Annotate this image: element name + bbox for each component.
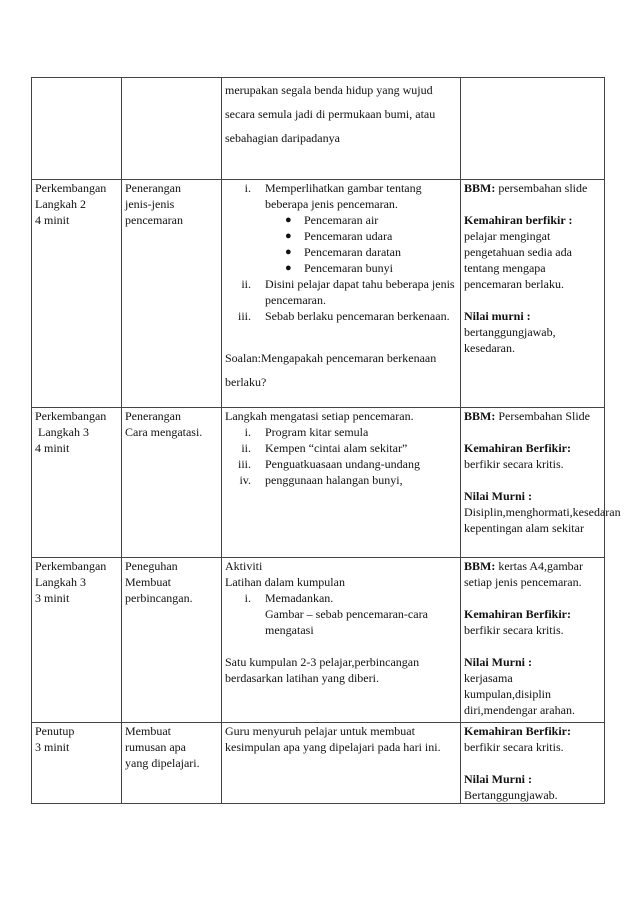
content-line: Penerangan: [125, 181, 181, 195]
stage-cell: [32, 78, 122, 180]
content-line: Membuat: [125, 724, 171, 738]
list-item: [283, 260, 457, 276]
skill-label: Kemahiran Berfikir:: [464, 724, 571, 738]
skill-text: pelajar mengingat pengetahuan sedia ada tentang mengapa pencemaran berlaku.: [464, 229, 572, 291]
list-item: [283, 212, 457, 228]
stage-phase: Perkembangan: [35, 559, 107, 573]
bbm-note: [464, 408, 601, 424]
values-label: Nilai Murni :: [464, 772, 532, 786]
notes-cell: [461, 723, 605, 804]
values-note: [464, 771, 601, 787]
bbm-text: persembahan slide: [495, 181, 588, 195]
bbm-text: kertas A4,gambar setiap jenis pencemaran.: [464, 559, 583, 589]
stage-time: 4 minit: [35, 213, 70, 227]
content-cell: [122, 408, 222, 558]
list-item: [225, 276, 457, 308]
bbm-label: BBM:: [464, 559, 496, 573]
skill-text: berfikir secara kritis.: [464, 457, 564, 471]
skill-note: [464, 440, 601, 456]
steps-list: [225, 424, 457, 488]
step-text: Penguatkuasaan undang-undang: [265, 457, 420, 471]
step-number: i.: [244, 425, 251, 439]
content-line: pencemaran: [125, 213, 183, 227]
notes-cell: [461, 558, 605, 723]
content-line: Penerangan: [125, 409, 181, 423]
stage-cell: [32, 723, 122, 804]
activity-heading: Langkah mengatasi setiap pencemaran.: [225, 409, 414, 423]
lesson-plan-table: [31, 77, 621, 804]
table-row: [32, 558, 605, 723]
stage-cell: [32, 558, 122, 723]
step-text: Memadankan.: [265, 591, 334, 605]
values-note: [464, 488, 601, 504]
activity-cell: [222, 408, 461, 558]
bbm-note: [464, 558, 601, 590]
activity-cell: [222, 723, 461, 804]
step-text: Kempen “cintai alam sekitar”: [265, 441, 408, 455]
step-number: iii.: [237, 309, 251, 323]
list-item: [225, 308, 457, 324]
skill-text: berfikir secara kritis.: [464, 740, 564, 754]
activity-line: Aktiviti: [225, 559, 263, 573]
stage-phase: Perkembangan: [35, 409, 107, 423]
bullet-icon: ●: [285, 246, 292, 258]
step-text: Disini pelajar dapat tahu beberapa jenis pencemaran.: [265, 277, 455, 307]
skill-note: [464, 723, 601, 739]
table-row: [32, 78, 605, 180]
notes-cell: [461, 408, 621, 558]
question-line: Soalan:Mengapakah pencemaran berkenaan: [225, 351, 437, 365]
stage-step: Langkah 3: [35, 575, 86, 589]
list-item: [283, 228, 457, 244]
values-text: kerjasama kumpulan,disiplin diri,mendengar arahan.: [464, 671, 575, 717]
skill-text: berfikir secara kritis.: [464, 623, 564, 637]
bbm-label: BBM:: [464, 409, 496, 423]
activity-cell: [222, 78, 461, 180]
bullet-icon: ●: [285, 262, 292, 274]
content-line: yang dipelajari.: [125, 756, 200, 770]
question-line: berlaku?: [225, 375, 267, 389]
list-item: [225, 180, 457, 212]
content-line: perbincangan.: [125, 591, 193, 605]
content-cell: [122, 558, 222, 723]
list-item: [225, 424, 457, 440]
list-item: [225, 590, 457, 638]
bbm-label: BBM:: [464, 181, 496, 195]
values-note: [464, 308, 601, 324]
skill-label: Kemahiran Berfikir:: [464, 441, 571, 455]
table-row: [32, 180, 605, 408]
activity-cell: [222, 558, 461, 723]
bbm-note: [464, 180, 601, 196]
bullet-icon: ●: [285, 214, 292, 226]
bullet-icon: ●: [285, 230, 292, 242]
step-detail: Gambar – sebab pencemaran-cara mengatasi: [265, 607, 428, 637]
skill-label: Kemahiran berfikir :: [464, 213, 573, 227]
steps-list: [225, 590, 457, 638]
list-item: [283, 244, 457, 260]
content-cell: [122, 723, 222, 804]
content-line: Membuat: [125, 575, 171, 589]
content-line: Peneguhan: [125, 559, 178, 573]
stage-step: Langkah 3: [35, 425, 89, 439]
step-number: i.: [244, 181, 251, 195]
values-note: [464, 654, 601, 670]
notes-cell: [461, 78, 605, 180]
stage-cell: [32, 408, 122, 558]
skill-note: [464, 606, 601, 622]
content-cell: [122, 180, 222, 408]
activity-line: Latihan dalam kumpulan: [225, 575, 345, 589]
step-number: iii.: [237, 457, 251, 471]
skill-label: Kemahiran Berfikir:: [464, 607, 571, 621]
stage-time: 3 minit: [35, 591, 70, 605]
bullet-text: Pencemaran udara: [304, 229, 393, 243]
stage-phase: Penutup: [35, 724, 75, 738]
stage-cell: [32, 180, 122, 408]
content-line: jenis-jenis: [125, 197, 175, 211]
content-cell: [122, 78, 222, 180]
step-text: Program kitar semula: [265, 425, 369, 439]
skill-note: [464, 212, 601, 228]
values-label: Nilai murni :: [464, 309, 531, 323]
list-item: [225, 456, 457, 472]
content-line: rumusan apa: [125, 740, 186, 754]
values-label: Nilai Murni :: [464, 489, 532, 503]
step-number: iv.: [239, 473, 251, 487]
intro-line: secara semula jadi di permukaan bumi, atau: [225, 107, 436, 121]
step-number: i.: [244, 591, 251, 605]
activity-cell: [222, 180, 461, 408]
pollution-types-list: [225, 212, 457, 276]
step-text: Sebab berlaku pencemaran berkenaan.: [265, 309, 450, 323]
stage-step: Langkah 2: [35, 197, 86, 211]
values-text: Disiplin,menghormati,kesedaran kepentingan alam sekitar: [464, 505, 621, 535]
bullet-text: Pencemaran air: [304, 213, 379, 227]
stage-phase: Perkembangan: [35, 181, 107, 195]
stage-time: 4 minit: [35, 441, 70, 455]
stage-time: 3 minit: [35, 740, 70, 754]
activity-text: Guru menyuruh pelajar untuk membuat kesimpulan apa yang dipelajari pada hari ini.: [225, 724, 441, 754]
content-line: Cara mengatasi.: [125, 425, 203, 439]
step-number: ii.: [241, 277, 251, 291]
values-text: Bertanggungjawab.: [464, 788, 558, 802]
steps-list: [225, 180, 457, 212]
list-item: [225, 472, 457, 488]
values-text: bertanggungjawab, kesedaran.: [464, 325, 556, 355]
notes-cell: [461, 180, 605, 408]
step-text: penggunaan halangan bunyi,: [265, 473, 403, 487]
activity-closing: Satu kumpulan 2-3 pelajar,perbincangan berdasarkan latihan yang diberi.: [225, 655, 420, 685]
table-row: [32, 408, 605, 558]
table-row: [32, 723, 605, 804]
bullet-text: Pencemaran bunyi: [304, 261, 393, 275]
step-text: Memperlihatkan gambar tentang beberapa jenis pencemaran.: [265, 181, 422, 211]
bbm-text: Persembahan Slide: [495, 409, 590, 423]
list-item: [225, 440, 457, 456]
intro-line: sebahagian daripadanya: [225, 131, 340, 145]
intro-line: merupakan segala benda hidup yang wujud: [225, 83, 433, 97]
values-label: Nilai Murni :: [464, 655, 532, 669]
bullet-text: Pencemaran daratan: [304, 245, 401, 259]
step-number: ii.: [241, 441, 251, 455]
steps-list: [225, 276, 457, 324]
